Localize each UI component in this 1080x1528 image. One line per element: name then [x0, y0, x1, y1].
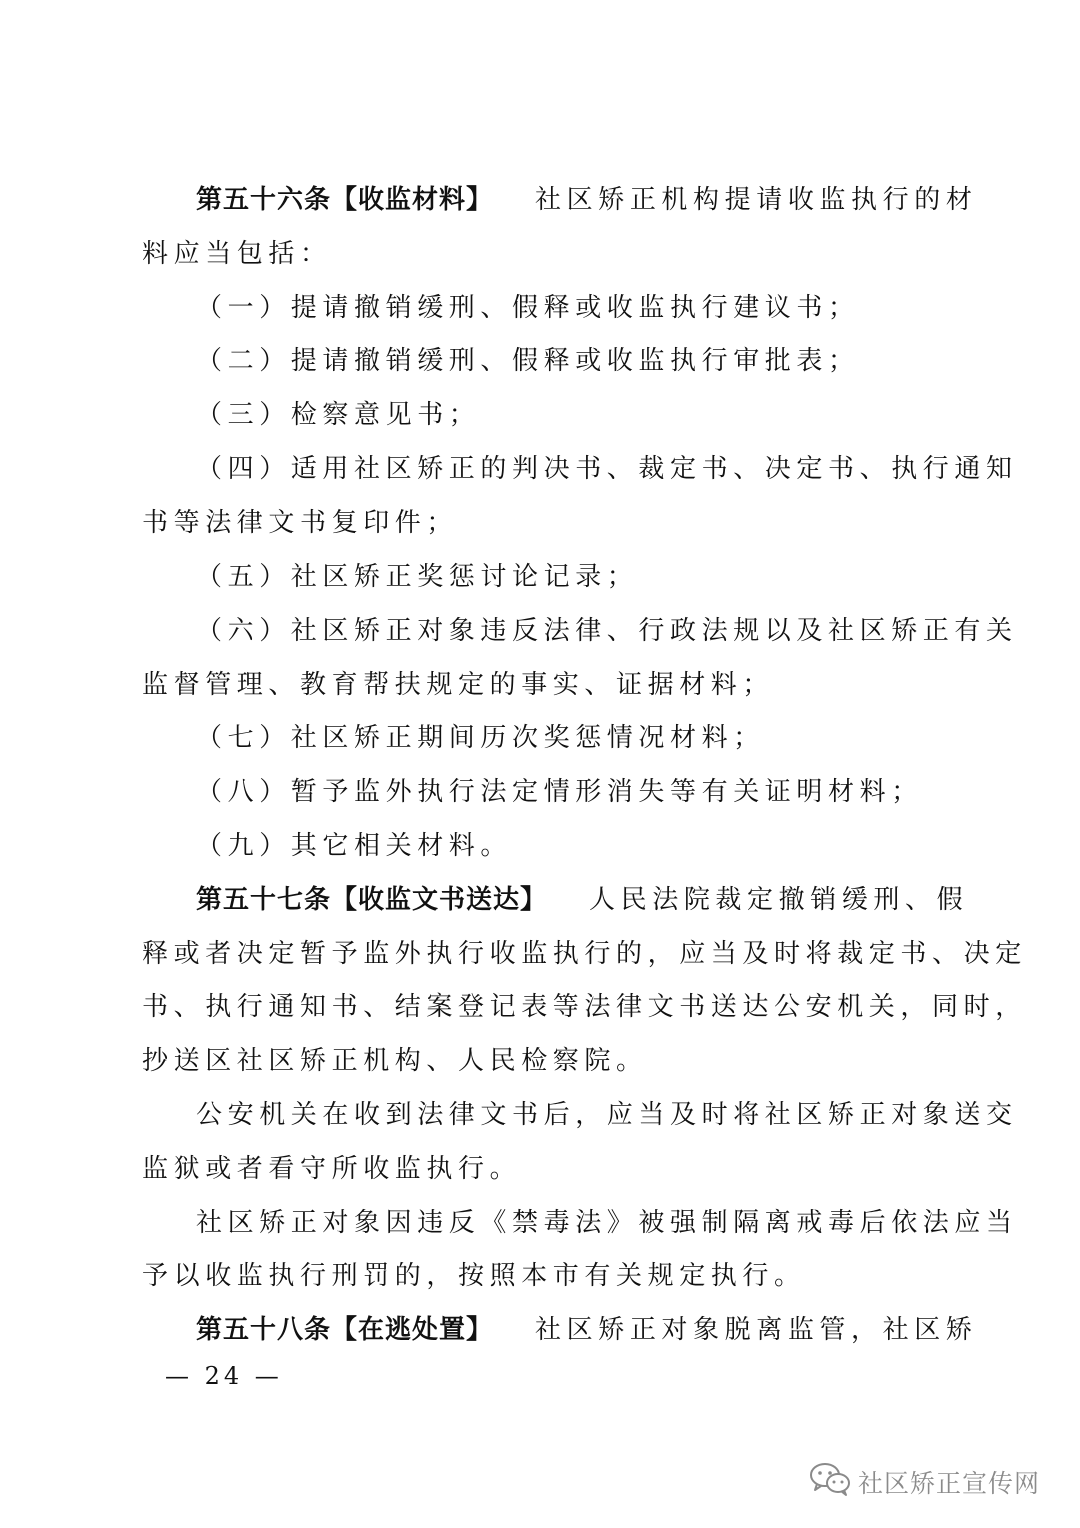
article-56-item-8: （八）暂予监外执行法定情形消失等有关证明材料；: [196, 777, 923, 807]
article-56-item-4b: 书等法律文书复印件；: [142, 508, 459, 538]
article-56-intro-line2: 料应当包括：: [142, 239, 332, 269]
article-56-item-3: （三）检察意见书；: [196, 400, 481, 430]
watermark: [808, 1460, 1040, 1504]
article-56-item-7: （七）社区矫正期间历次奖惩情况材料；: [196, 723, 765, 753]
article-57-para3-line2: 予以收监执行刑罚的，按照本市有关规定执行。: [142, 1261, 806, 1291]
article-58-heading: 第五十八条【在逃处置】: [196, 1315, 494, 1345]
article-57-heading: 第五十七条【收监文书送达】: [196, 885, 548, 915]
article-56-item-6b: 监督管理、教育帮扶规定的事实、证据材料；: [142, 670, 775, 700]
article-58-heading-line: [196, 1314, 978, 1346]
article-56-item-1: （一）提请撤销缓刑、假释或收监执行建议书；: [196, 293, 860, 323]
article-57-line2: 释或者决定暂予监外执行收监执行的，应当及时将裁定书、决定: [142, 939, 1027, 969]
wechat-icon: [808, 1461, 858, 1503]
article-57-para3-line1: 社区矫正对象因违反《禁毒法》被强制隔离戒毒后依法应当: [196, 1208, 1018, 1238]
article-57-heading-line: [196, 884, 969, 916]
article-58-line1: 社区矫正对象脱离监管，社区矫: [535, 1315, 978, 1345]
article-56-item-2: （二）提请撤销缓刑、假释或收监执行审批表；: [196, 346, 860, 376]
article-56-item-4a: （四）适用社区矫正的判决书、裁定书、决定书、执行通知: [196, 454, 1018, 484]
article-57-para2-line1: 公安机关在收到法律文书后，应当及时将社区矫正对象送交: [196, 1100, 1018, 1130]
article-56-intro-line1: 社区矫正机构提请收监执行的材: [535, 185, 978, 215]
article-56-heading: 第五十六条【收监材料】: [196, 185, 494, 215]
article-56-heading-line: [196, 184, 978, 216]
article-57-line1: 人民法院裁定撤销缓刑、假: [589, 885, 969, 915]
article-56-item-9: （九）其它相关材料。: [196, 831, 513, 861]
article-56-item-5: （五）社区矫正奖惩讨论记录；: [196, 562, 639, 592]
page-number: — 24 —: [165, 1362, 283, 1390]
watermark-text: 社区矫正宣传网: [858, 1469, 1041, 1498]
article-57-line4: 抄送区社区矫正机构、人民检察院。: [142, 1046, 648, 1076]
article-56-item-6a: （六）社区矫正对象违反法律、行政法规以及社区矫正有关: [196, 616, 1018, 646]
article-57-para2-line2: 监狱或者看守所收监执行。: [142, 1154, 522, 1184]
article-57-line3: 书、执行通知书、结案登记表等法律文书送达公安机关，同时，: [142, 992, 1027, 1022]
